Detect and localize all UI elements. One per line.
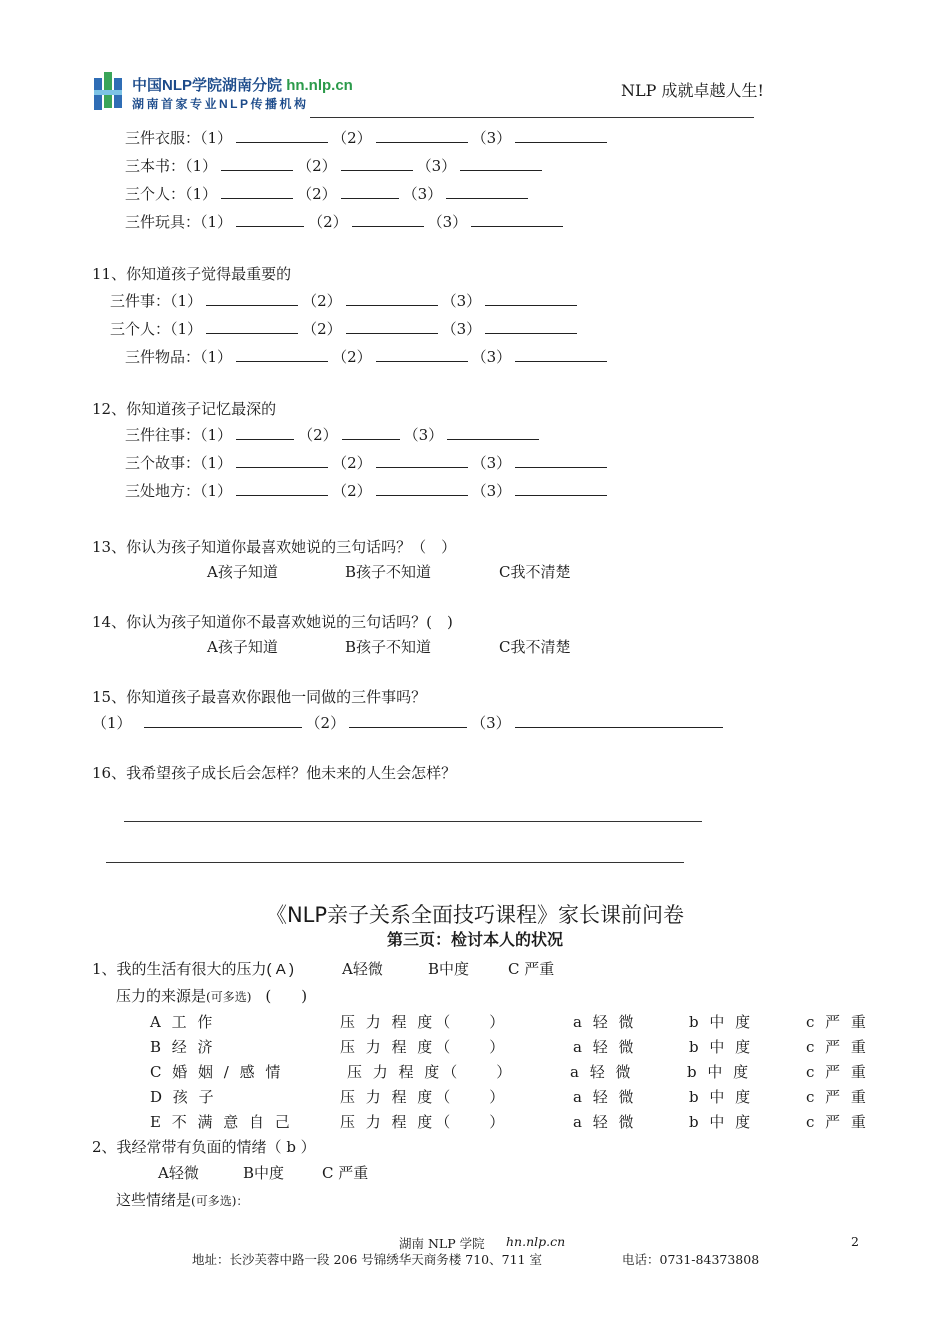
stress-source: D 孩 子 xyxy=(150,1088,217,1106)
p1-option-a: A轻微 xyxy=(342,960,383,978)
stress-a: a 轻 微 xyxy=(570,1063,634,1081)
answer-line xyxy=(106,862,684,863)
stress-c: c 严 重 xyxy=(806,1013,869,1031)
stress-degree: 压 力 程 度（ ） xyxy=(347,1063,515,1081)
stress-degree: 压 力 程 度（ ） xyxy=(340,1013,508,1031)
stress-source-label: 压力的来源是(可多选) ( ) xyxy=(116,987,308,1005)
q14-option-a: A孩子知道 xyxy=(207,638,278,656)
stress-c: c 严 重 xyxy=(806,1063,869,1081)
logo-line1: 中国NLP学院湖南分院 hn.nlp.cn xyxy=(132,77,353,94)
emotions-label: 这些情绪是(可多选)： xyxy=(116,1191,249,1209)
stress-source: A 工 作 xyxy=(150,1013,216,1031)
q15-title: 15、你知道孩子最喜欢你跟他一同做的三件事吗？ xyxy=(92,688,427,706)
q12-title: 12、你知道孩子记忆最深的 xyxy=(92,400,277,418)
footer-phone: 电话：0731-84373808 xyxy=(622,1252,760,1267)
q15-row: （1） （2） （3） xyxy=(92,712,727,733)
p2-option-c: C 严重 xyxy=(322,1164,369,1182)
stress-b: b 中 度 xyxy=(689,1088,754,1106)
header-slogan: NLP 成就卓越人生! xyxy=(621,81,764,100)
q10-row: 三件玩具：（1） （2） （3） xyxy=(125,211,567,232)
q11-title: 11、你知道孩子觉得最重要的 xyxy=(92,265,292,283)
p2-option-b: B中度 xyxy=(243,1164,285,1182)
page-number: 2 xyxy=(851,1234,859,1249)
stress-c: c 严 重 xyxy=(806,1038,869,1056)
q14-title: 14、你认为孩子知道你不最喜欢她说的三句话吗？( ) xyxy=(92,613,453,631)
p1-option-c: C 严重 xyxy=(508,960,555,978)
q12-row: 三件往事：（1） （2） （3） xyxy=(125,424,543,445)
q13-option-b: B孩子不知道 xyxy=(345,563,432,581)
q12-row: 三处地方：（1） （2） （3） xyxy=(125,480,611,501)
section-title: 《NLP亲子关系全面技巧课程》家长课前问卷 xyxy=(265,903,685,927)
q11-row: 三件物品：（1） （2） （3） xyxy=(125,346,611,367)
footer-url: hn.nlp.cn xyxy=(506,1234,566,1249)
q13-option-a: A孩子知道 xyxy=(207,563,278,581)
answer-line xyxy=(124,821,702,822)
logo-icon xyxy=(92,70,128,112)
logo-line2: 湖南首家专业NLP传播机构 xyxy=(132,97,309,111)
stress-source: C 婚 姻 / 感 情 xyxy=(150,1063,284,1081)
q11-row: 三件事：（1） （2） （3） xyxy=(110,290,581,311)
footer-org: 湖南 NLP 学院 xyxy=(399,1236,485,1251)
q13-title: 13、你认为孩子知道你最喜欢她说的三句话吗？（ ） xyxy=(92,538,457,556)
q10-row: 三本书：（1） （2） （3） xyxy=(125,155,546,176)
stress-degree: 压 力 程 度（ ） xyxy=(340,1088,508,1106)
stress-b: b 中 度 xyxy=(689,1013,754,1031)
header-rule xyxy=(310,117,754,118)
p2-option-a: A轻微 xyxy=(158,1164,199,1182)
stress-degree: 压 力 程 度（ ） xyxy=(340,1113,508,1131)
q13-option-c: C我不清楚 xyxy=(499,563,571,581)
stress-a: a 轻 微 xyxy=(573,1113,637,1131)
q14-option-b: B孩子不知道 xyxy=(345,638,432,656)
q11-row: 三个人：（1） （2） （3） xyxy=(110,318,581,339)
q14-option-c: C我不清楚 xyxy=(499,638,571,656)
footer-address: 地址：长沙芙蓉中路一段 206 号锦绣华天商务楼 710、711 室 xyxy=(192,1252,542,1267)
stress-c: c 严 重 xyxy=(806,1088,869,1106)
q12-row: 三个故事：（1） （2） （3） xyxy=(125,452,611,473)
stress-b: b 中 度 xyxy=(689,1113,754,1131)
stress-degree: 压 力 程 度（ ） xyxy=(340,1038,508,1056)
q10-row: 三个人：（1） （2） （3） xyxy=(125,183,532,204)
stress-source: B 经 济 xyxy=(150,1038,216,1056)
p1-question: 1、我的生活有很大的压力( A ) xyxy=(92,960,295,978)
stress-b: b 中 度 xyxy=(689,1038,754,1056)
q10-row: 三件衣服：（1） （2） （3） xyxy=(125,127,611,148)
stress-c: c 严 重 xyxy=(806,1113,869,1131)
stress-a: a 轻 微 xyxy=(573,1088,637,1106)
section-subtitle: 第三页：检讨本人的状况 xyxy=(386,930,563,949)
stress-source: E 不 满 意 自 己 xyxy=(150,1113,293,1131)
stress-a: a 轻 微 xyxy=(573,1013,637,1031)
p1-option-b: B中度 xyxy=(428,960,470,978)
q16-title: 16、我希望孩子成长后会怎样？他未来的人生会怎样？ xyxy=(92,764,457,782)
stress-b: b 中 度 xyxy=(687,1063,752,1081)
p2-question: 2、我经常带有负面的情绪（ b ） xyxy=(92,1138,316,1156)
stress-a: a 轻 微 xyxy=(573,1038,637,1056)
